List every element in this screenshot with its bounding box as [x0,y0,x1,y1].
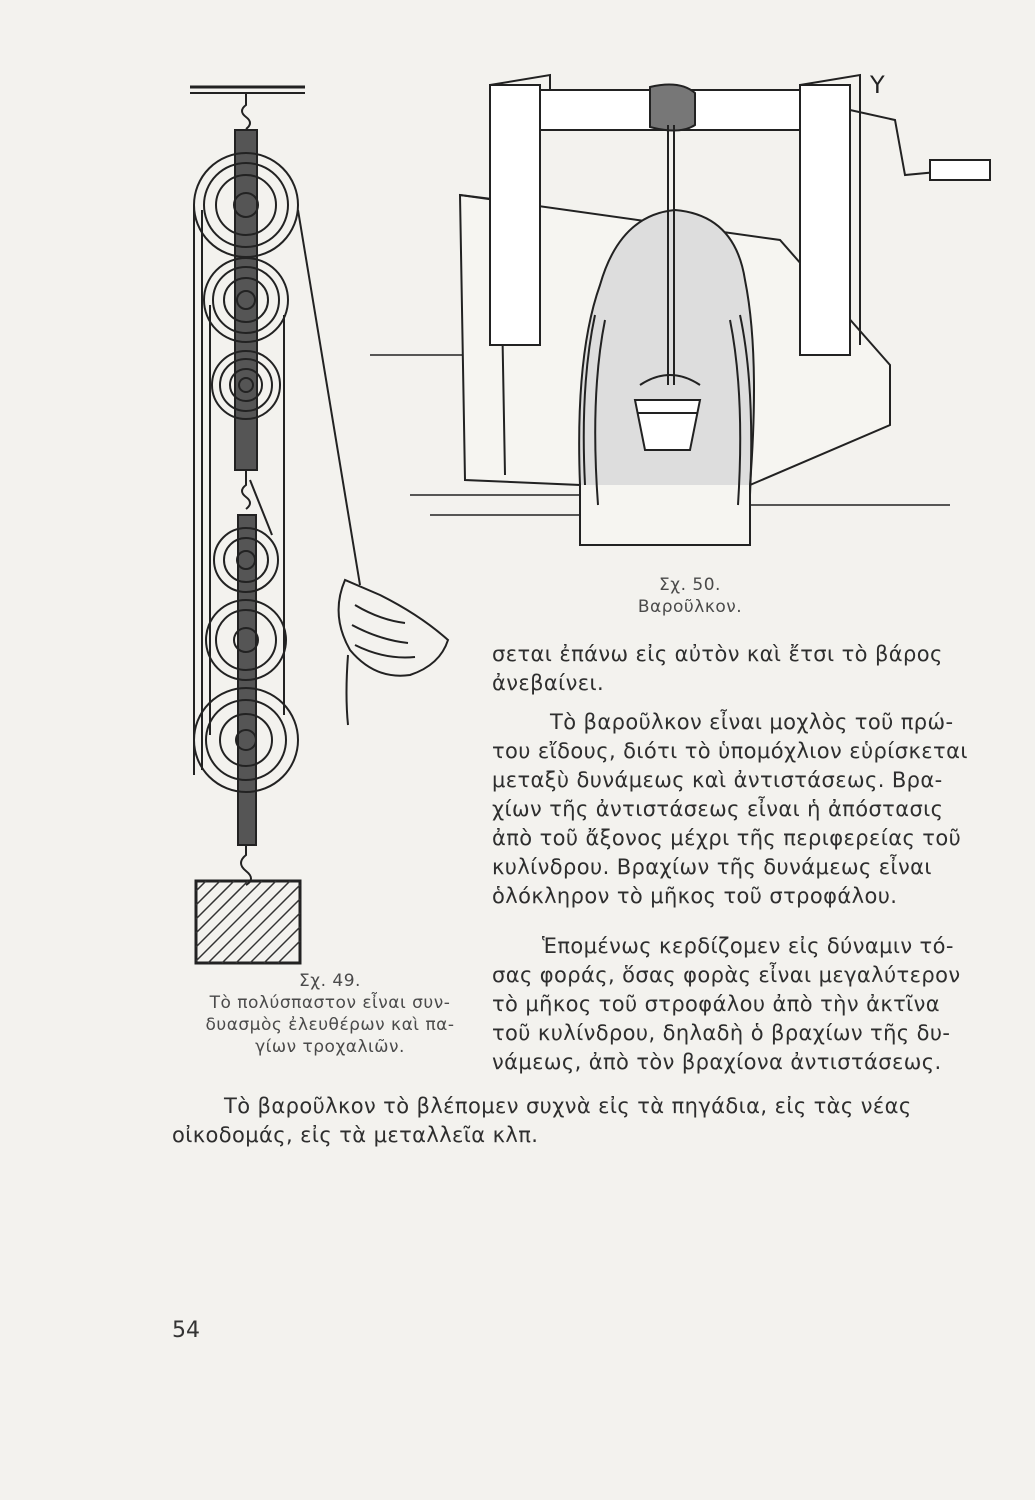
text-line: ὁλόκληρον τὸ μῆκος τοῦ στροφάλου. [492,884,898,908]
fig50-text: Βαροῦλκον. [637,597,743,617]
text-line: κυλίνδρου. Βραχίων τῆς δυνάμεως εἶναι [492,855,932,879]
text-line: τοῦ κυλίνδρου, δηλαδὴ ὁ βραχίων τῆς δυ- [492,1021,951,1045]
text-line: σεται ἐπάνω εἰς αὐτὸν καὶ ἔτσι τὸ βάρος [492,642,943,666]
paragraph-3 [492,932,960,1077]
paragraph-4 [172,1092,912,1150]
text-line: οἰκοδομάς, εἰς τὰ μεταλλεῖα κλπ. [172,1123,539,1147]
fig50-caption [560,574,820,618]
text-line: Τὸ βαροῦλκον εἶναι μοχλὸς τοῦ πρώ- [550,710,954,734]
text-line: νάμεως, ἀπὸ τὸν βραχίονα ἀντιστάσεως. [492,1050,942,1074]
fig49-text-line: δυασμὸς ἐλευθέρων καὶ πα- [205,1015,455,1035]
fig49-label: Σχ. 49. [299,971,361,991]
text-line: Τὸ βαροῦλκον τὸ βλέπομεν συχνὰ εἰς τὰ πηγάδια, εἰς τὰς νέας [224,1094,912,1118]
text-line: σας φοράς, ὅσας φορὰς εἶναι μεγαλύτερον [492,963,961,987]
text-line: χίων τῆς ἀντιστάσεως εἶναι ἡ ἀπόστασις [492,797,944,821]
paragraph-1 [492,640,943,698]
text-line: τὸ μῆκος τοῦ στροφάλου ἀπὸ τὴν ἀκτῖνα [492,992,941,1016]
text-line: Ἑπομένως κερδίζομεν εἰς δύναμιν τό- [542,934,954,958]
text-line: ἀνεβαίνει. [492,671,605,695]
page-number: 54 [172,1318,200,1343]
text-line: του εἴδους, διότι τὸ ὑπομόχλιον εὑρίσκεται [492,739,968,763]
fig49-caption [160,970,500,1058]
text-line: ἀπὸ τοῦ ἄξονος μέχρι τῆς περιφερείας τοῦ [492,826,962,850]
fig49-text-line: Τὸ πολύσπαστον εἶναι συν- [209,993,451,1013]
paragraph-2 [492,708,968,911]
text-line: μεταξὺ δυνάμεως καὶ ἀντιστάσεως. Βρα- [492,768,943,792]
fig49-text-line: γίων τροχαλιῶν. [255,1037,405,1057]
windlass-illustration [350,65,1010,565]
svg-text:Υ: Υ [870,71,885,99]
fig50-label: Σχ. 50. [659,575,721,595]
